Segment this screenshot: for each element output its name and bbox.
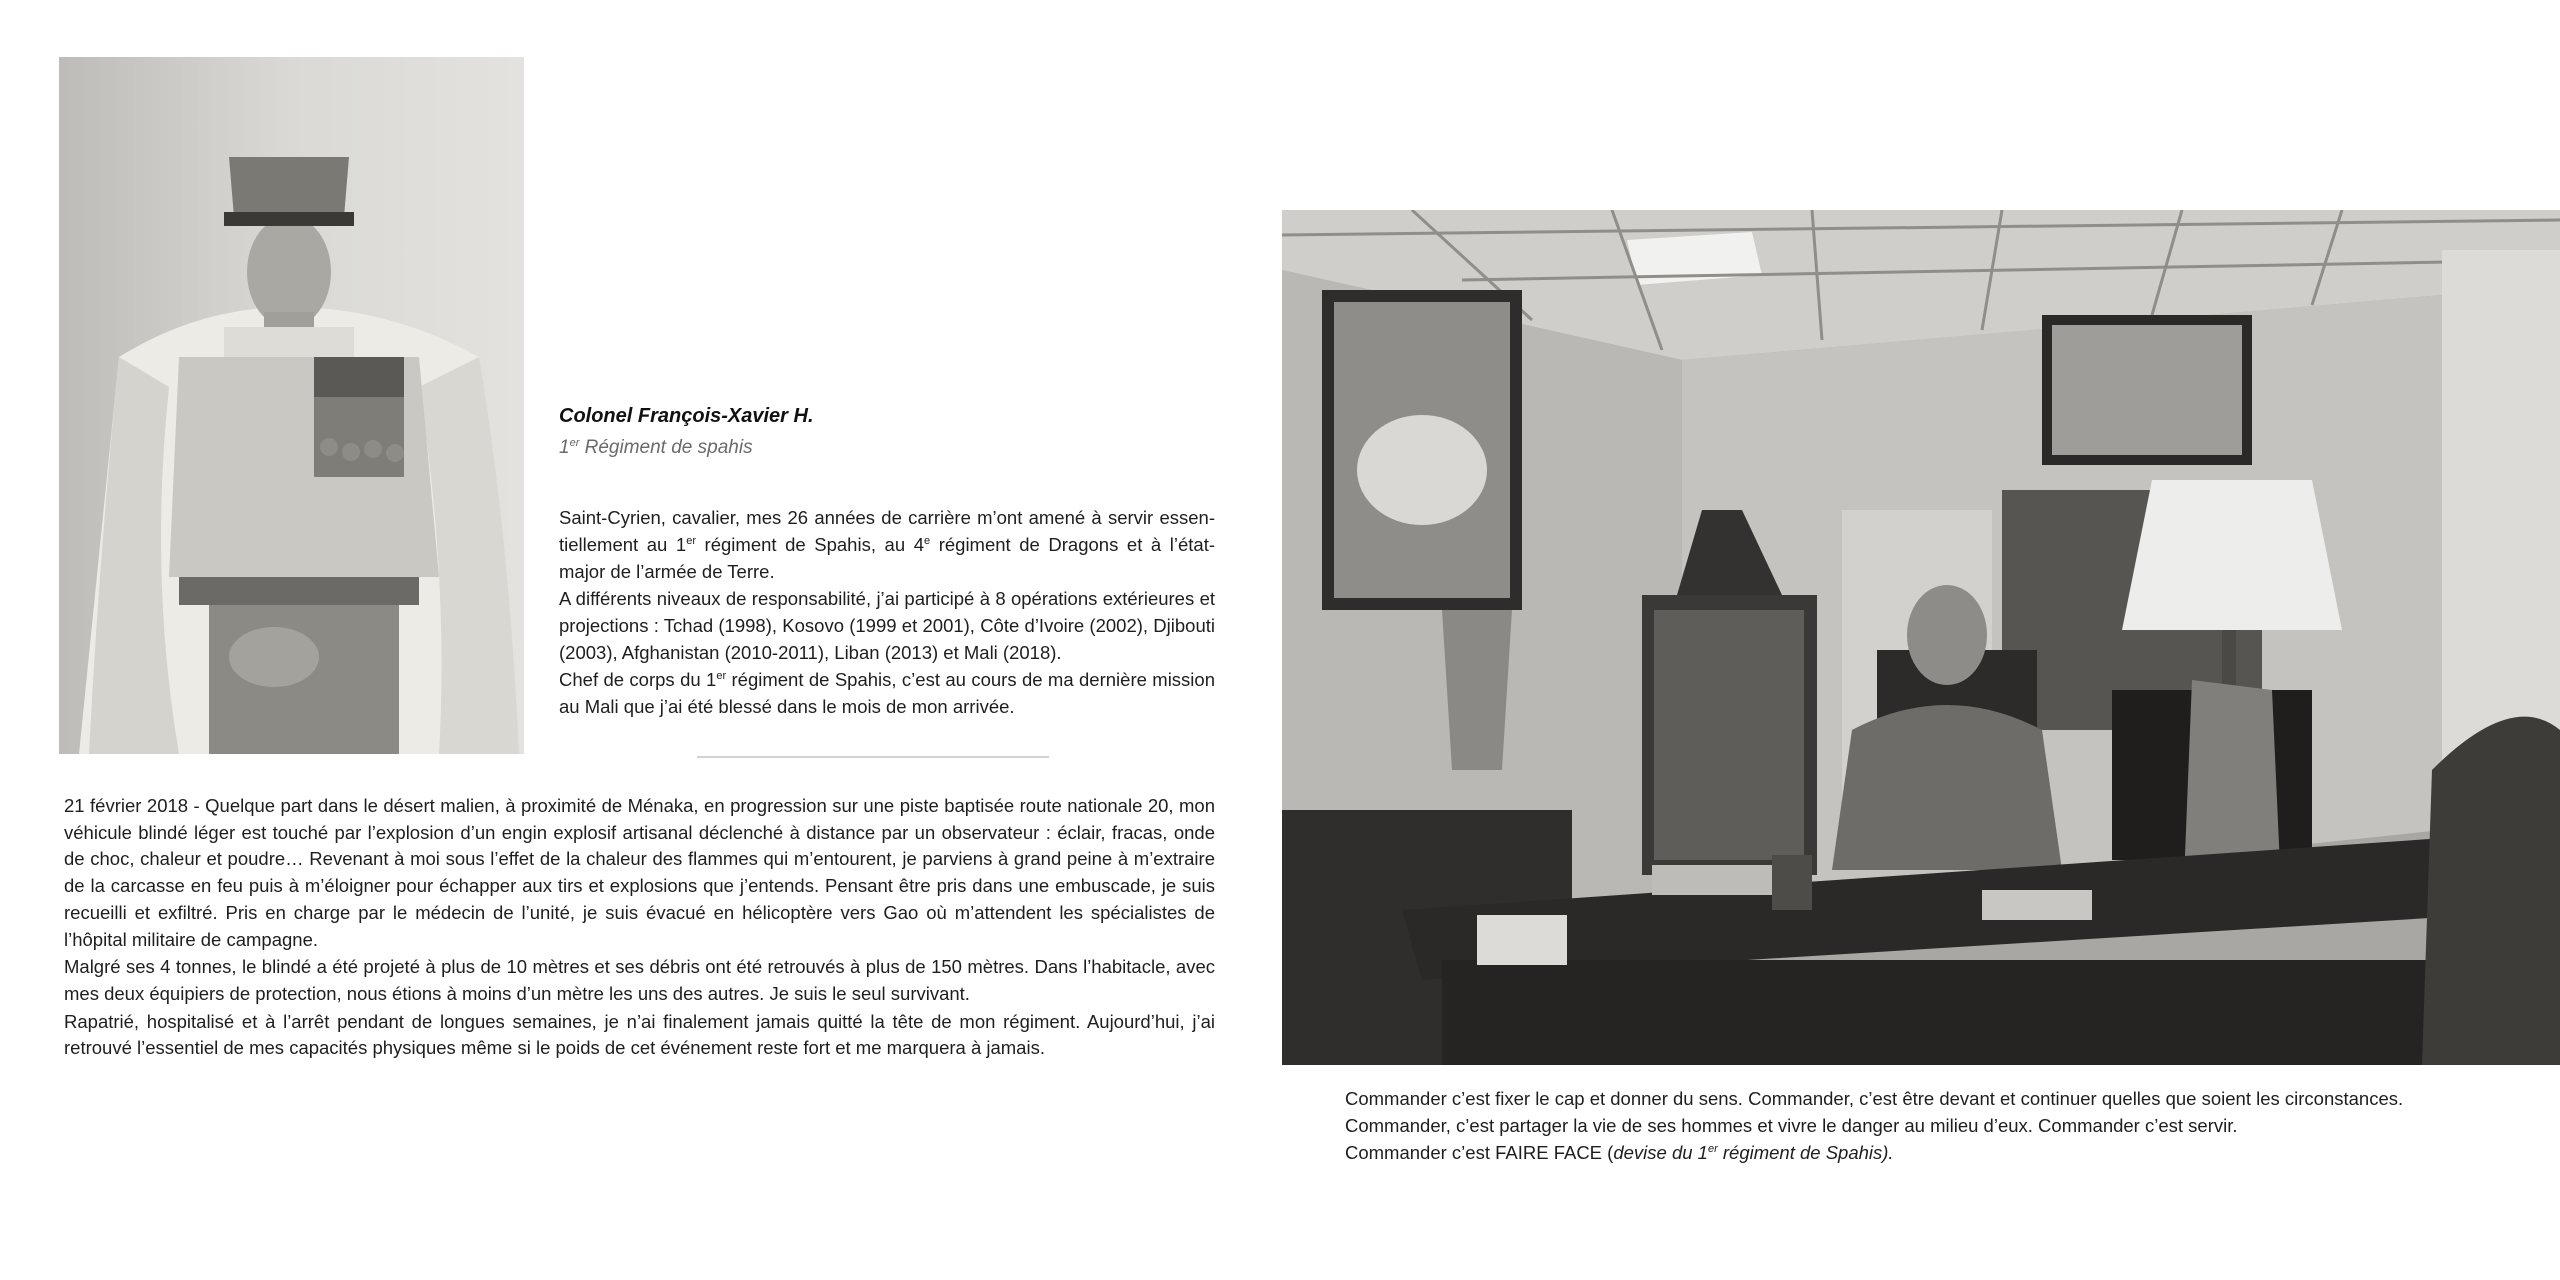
story-paragraph-attack: 21 février 2018 - Quelque part dans le désert malien, à proximité de Ménaka, en progression sur une piste baptisée route nationale 20, mon véhicule blindé léger est touché par l’explosion d’un engin explosif artisanal déclenché à distance par un observateur : éclair, fracas, onde de choc, chaleur et poudre… Revenant à moi sous l’effet de la chaleur des flammes qui m’entourent, je parviens à grand peine à m’extraire de la carcasse en feu puis à m’éloigner pour échapper aux tirs et explosions que j’entends. Pensant être pris dans une embuscade, je suis recueilli et exfiltré. Pris en charge par le médecin de l’unité, je suis évacué en hélicoptère vers Gao où m’attendent les spécialistes de l’hôpital militaire de campagne. <box>64 795 1215 950</box>
bio-paragraph-operations: A différents niveaux de responsabilité, j’ai participé à 8 opérations extérieures et projections : Tchad (1998), Kosovo (1999 et 2001), Côte d’Ivoire (2002), Djibouti (2003), Afghanistan (2010-2011), Liban (2013) et Mali (2018). <box>559 588 1215 663</box>
bio-paragraph-career: Saint-Cyrien, cavalier, mes 26 années de carrière m’ont amené à servir essen-tiellement au 1er régiment de Spahis, au 4e régiment de Dragons et à l’état-major de l’armée de Terre. <box>559 507 1216 582</box>
story-text <box>64 793 1215 1063</box>
caption-line: Commander c’est fixer le cap et donner du sens. Commander, c’est être devant et continuer quelles que soient les circonstances. <box>1345 1088 2404 1109</box>
story-paragraph-survivor: Malgré ses 4 tonnes, le blindé a été projeté à plus de 10 mètres et ses débris ont été retrouvés à plus de 150 mètres. Dans l’habitacle, avec mes deux équipiers de protection, nous étions à moins d’un mètre les uns des autres. Je suis le seul survivant. <box>64 956 1215 1004</box>
bio-paragraph-command: Chef de corps du 1er régiment de Spahis, c’est au cours de ma dernière mission au Mali que j’ai été blessé dans le mois de mon arrivée. <box>559 669 1215 717</box>
photo-caption <box>1345 1085 2525 1166</box>
caption-line: Commander, c’est partager la vie de ses hommes et vivre le danger au milieu d’eux. Commander c’est servir. <box>1345 1115 2238 1136</box>
regiment-name: 1er Régiment de spahis <box>559 437 753 458</box>
divider <box>697 756 1049 758</box>
person-name: Colonel François-Xavier H. <box>559 405 814 427</box>
caption-line: Commander c’est FAIRE FACE (devise du 1er régiment de Spahis). <box>1345 1142 1894 1163</box>
story-paragraph-recovery: Rapatrié, hospitalisé et à l’arrêt pendant de longues semaines, je n’ai finalement jamais quitté la tête de mon régiment. Aujourd’hui, j’ai retrouvé l’essentiel de mes capacités physiques même si le poids de cet événement reste fort et me marquera à jamais. <box>64 1010 1215 1059</box>
office-photo <box>1282 210 2560 1065</box>
portrait-photo <box>59 57 524 754</box>
biography-text <box>559 504 1215 720</box>
